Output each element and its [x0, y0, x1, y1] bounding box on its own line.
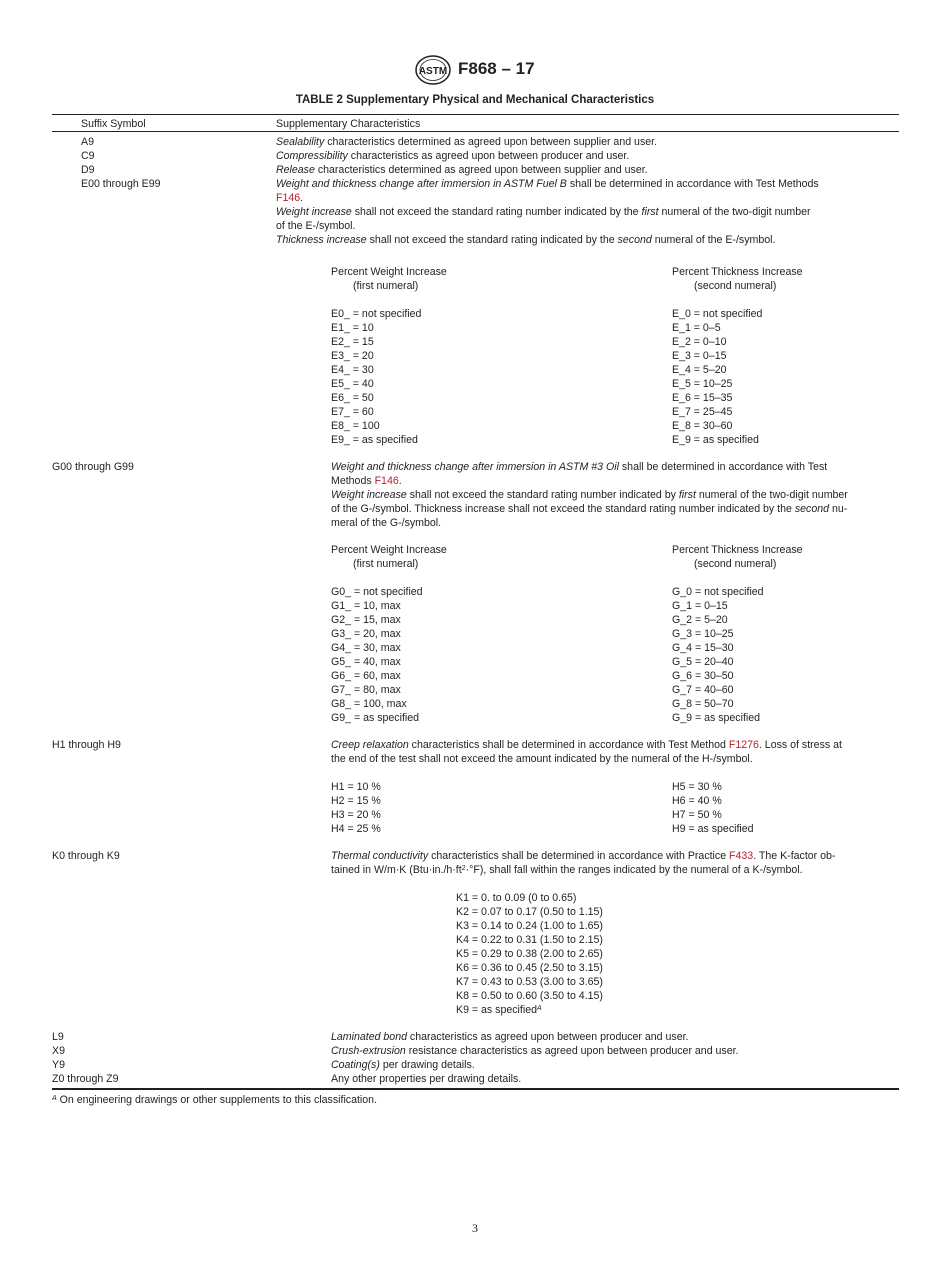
row-description-em: Compressibility: [276, 150, 348, 162]
row-description-text: resistance characteristics as agreed upon between producer and user.: [405, 1045, 739, 1057]
row-description-text: characteristics as agreed upon between producer and user.: [347, 150, 630, 162]
list-item: E4_ = 30: [331, 364, 374, 376]
list-item: K5 = 0.29 to 0.38 (2.00 to 2.65): [456, 948, 603, 960]
h-tail: . Loss of stress at: [758, 739, 842, 751]
g-symbol: G00 through G99: [52, 461, 134, 473]
list-item: H3 = 20 %: [331, 809, 381, 821]
list-item: E1_ = 10: [331, 322, 374, 334]
k9-footnote-mark: A: [536, 1005, 542, 1012]
row-description: [331, 1044, 739, 1058]
g-methods-text: Methods: [331, 475, 375, 487]
list-item: H1 = 10 %: [331, 781, 381, 793]
list-item: E_9 = as specified: [672, 434, 759, 446]
list-item: K6 = 0.36 to 0.45 (2.50 to 3.15): [456, 962, 603, 974]
list-item: H4 = 25 %: [331, 823, 381, 835]
list-item: G_7 = 40–60: [672, 684, 734, 696]
list-item: G0_ = not specified: [331, 586, 423, 598]
e-em: Weight and thickness change after immersion in ASTM Fuel B: [276, 178, 567, 190]
page-number: 3: [472, 1221, 478, 1235]
row-symbol: Z0 through Z9: [52, 1073, 119, 1085]
h-em: Creep relaxation: [331, 739, 409, 751]
g-ref-link[interactable]: F146: [374, 475, 399, 487]
list-item: K8 = 0.50 to 0.60 (3.50 to 4.15): [456, 990, 603, 1002]
k-tail: . The K-factor ob-: [753, 850, 836, 862]
row-description-em: Coating(s): [331, 1059, 380, 1071]
list-item: E5_ = 40: [331, 378, 374, 390]
list-item: K7 = 0.43 to 0.53 (3.00 to 3.65): [456, 976, 603, 988]
list-item: E_1 = 0–5: [672, 322, 721, 334]
h-text: characteristics shall be determined in accordance with Test Method: [408, 739, 729, 751]
h-symbol: H1 through H9: [52, 739, 121, 751]
g-thickness-text-a: of the G-/symbol. Thickness increase shall not exceed the standard rating number indicated by the: [331, 503, 795, 515]
h-description-line-2: the end of the test shall not exceed the amount indicated by the numeral of the H-/symbol.: [331, 753, 753, 765]
list-item: G5_ = 40, max: [331, 656, 401, 668]
k-description-line-2: [331, 863, 803, 877]
g-weight-em2: first: [678, 489, 696, 501]
k9-text: K9 = as specified: [456, 1004, 537, 1016]
list-item: E_5 = 10–25: [672, 378, 733, 390]
e-thickness-subheading: (second numeral): [694, 280, 777, 292]
list-item: G_4 = 15–30: [672, 642, 734, 654]
g-thickness-line: [331, 502, 847, 516]
row-description-em: Crush-extrusion: [331, 1045, 406, 1057]
standard-designation: F868 – 17: [458, 59, 535, 78]
list-item: H6 = 40 %: [672, 795, 722, 807]
list-item: G_0 = not specified: [672, 586, 764, 598]
footnote: [52, 1093, 377, 1107]
g-ref-line: [331, 474, 402, 488]
g-thickness-text-b: nu-: [829, 503, 848, 515]
list-item: E0_ = not specified: [331, 308, 422, 320]
column-header-characteristics: Supplementary Characteristics: [276, 118, 421, 130]
list-item: K2 = 0.07 to 0.17 (0.50 to 1.15): [456, 906, 603, 918]
row-description-em: Release: [276, 164, 315, 176]
e-thickness-em2: second: [617, 234, 652, 246]
e-thickness-line: [276, 233, 775, 247]
list-item: E_0 = not specified: [672, 308, 763, 320]
row-symbol: L9: [52, 1031, 64, 1043]
e-description-line: [276, 177, 819, 191]
e-text: shall be determined in accordance with Test Methods: [566, 178, 819, 190]
list-item: K3 = 0.14 to 0.24 (1.00 to 1.65): [456, 920, 603, 932]
list-item: E_3 = 0–15: [672, 350, 727, 362]
e-thickness-text-b: numeral of the E-/symbol.: [651, 234, 776, 246]
k-text: characteristics shall be determined in accordance with Practice: [428, 850, 730, 862]
row-description-text: characteristics as agreed upon between producer and user.: [406, 1031, 689, 1043]
list-item: E7_ = 60: [331, 406, 374, 418]
list-item: G3_ = 20, max: [331, 628, 401, 640]
footnote-text: On engineering drawings or other supplements to this classification.: [56, 1094, 378, 1106]
page-header: [0, 55, 950, 85]
list-item: E_7 = 25–45: [672, 406, 733, 418]
list-item: E_4 = 5–20: [672, 364, 727, 376]
list-item: E_8 = 30–60: [672, 420, 733, 432]
e-symbol: E00 through E99: [81, 178, 161, 190]
list-item: G4_ = 30, max: [331, 642, 401, 654]
list-item: E_6 = 15–35: [672, 392, 733, 404]
list-item: G_1 = 0–15: [672, 600, 728, 612]
e-weight-text-b: numeral of the two-digit number: [658, 206, 811, 218]
row-description: [331, 1058, 475, 1072]
h-description-line: [331, 738, 842, 752]
e-weight-text-a: shall not exceed the standard rating number indicated by the: [351, 206, 642, 218]
list-item: G_8 = 50–70: [672, 698, 734, 710]
row-description-text: per drawing details.: [379, 1059, 475, 1071]
list-item: G8_ = 100, max: [331, 698, 407, 710]
header-bottom-rule: [52, 131, 899, 132]
g-weight-line: [331, 488, 848, 502]
e-weight-em: Weight increase: [276, 206, 352, 218]
k-symbol: K0 through K9: [52, 850, 120, 862]
row-description: [276, 163, 648, 177]
k-line2-b: ·°F), shall fall within the ranges indicated by the numeral of a K-/symbol.: [465, 864, 803, 876]
k-em: Thermal conductivity: [331, 850, 429, 862]
list-item: G7_ = 80, max: [331, 684, 401, 696]
e-thickness-heading: Percent Thickness Increase: [672, 266, 803, 278]
list-item: H2 = 15 %: [331, 795, 381, 807]
list-item: G6_ = 60, max: [331, 670, 401, 682]
g-weight-text-b: numeral of the two-digit number: [695, 489, 848, 501]
e-weight-line: [276, 205, 811, 219]
list-item: H9 = as specified: [672, 823, 754, 835]
e-ref-line: [276, 191, 303, 205]
h-ref-link[interactable]: F1276: [728, 739, 759, 751]
footnote-mark: A: [52, 1095, 57, 1102]
g-thickness-line-cont: meral of the G-/symbol.: [331, 517, 442, 529]
row-description: [276, 135, 657, 149]
table-bottom-rule: [52, 1088, 899, 1090]
g-description-line: [331, 460, 827, 474]
list-item: G1_ = 10, max: [331, 600, 401, 612]
table-top-rule: [52, 114, 899, 115]
g-period: .: [398, 475, 402, 487]
g-thickness-em: second: [794, 503, 830, 515]
row-description-text: characteristics determined as agreed upon between supplier and user.: [314, 164, 648, 176]
row-description: [331, 1030, 688, 1044]
g-weight-subheading: (first numeral): [353, 558, 419, 570]
row-description: [276, 149, 629, 163]
list-item: E2_ = 15: [331, 336, 374, 348]
e-period: .: [300, 192, 304, 204]
list-item: E3_ = 20: [331, 350, 374, 362]
list-item: E8_ = 100: [331, 420, 380, 432]
table-title: TABLE 2 Supplementary Physical and Mechanical Characteristics: [295, 94, 655, 106]
list-item: G_3 = 10–25: [672, 628, 734, 640]
list-item: G9_ = as specified: [331, 712, 420, 724]
list-item: G_9 = as specified: [672, 712, 761, 724]
list-item: G2_ = 15, max: [331, 614, 401, 626]
e-ref-link[interactable]: F146: [276, 192, 301, 204]
e-weight-subheading: (first numeral): [353, 280, 419, 292]
list-item: G_5 = 20–40: [672, 656, 734, 668]
e-weight-heading: Percent Weight Increase: [331, 266, 447, 278]
row-description: [331, 1072, 521, 1086]
k-line2-a: tained in W/m·K (Btu·in./h·ft: [331, 864, 462, 876]
g-weight-text-a: shall not exceed the standard rating number indicated by: [406, 489, 679, 501]
column-header-suffix: Suffix Symbol: [81, 118, 146, 130]
list-item: H7 = 50 %: [672, 809, 722, 821]
list-item: G_2 = 5–20: [672, 614, 728, 626]
e-weight-line-cont: of the E-/symbol.: [276, 220, 356, 232]
row-description-text: Any other properties per drawing details.: [331, 1073, 522, 1085]
list-item: E9_ = as specified: [331, 434, 418, 446]
row-description-em: Sealability: [276, 136, 325, 148]
k-description-line: [331, 849, 835, 863]
row-description-em: Laminated bond: [331, 1031, 407, 1043]
list-item: K4 = 0.22 to 0.31 (1.50 to 2.15): [456, 934, 603, 946]
list-item: K1 = 0. to 0.09 (0 to 0.65): [456, 892, 577, 904]
list-item: G_6 = 30–50: [672, 670, 734, 682]
g-weight-heading: Percent Weight Increase: [331, 544, 447, 556]
k-line2-sup: 2: [461, 865, 466, 872]
row-description-text: characteristics determined as agreed upon between supplier and user.: [324, 136, 658, 148]
row-symbol: Y9: [52, 1059, 65, 1071]
k-ref-link[interactable]: F433: [729, 850, 754, 862]
e-weight-em2: first: [641, 206, 659, 218]
row-symbol: C9: [81, 150, 95, 162]
row-symbol: D9: [81, 164, 95, 176]
g-thickness-heading: Percent Thickness Increase: [672, 544, 803, 556]
svg-text:ASTM: ASTM: [418, 66, 448, 77]
k-last-value: [456, 1003, 542, 1017]
g-thickness-subheading: (second numeral): [694, 558, 777, 570]
astm-logo-icon: [414, 55, 452, 85]
g-em: Weight and thickness change after immersion in ASTM #3 Oil: [331, 461, 619, 473]
e-thickness-text-a: shall not exceed the standard rating indicated by the: [366, 234, 618, 246]
row-symbol: X9: [52, 1045, 65, 1057]
list-item: E_2 = 0–10: [672, 336, 727, 348]
row-symbol: A9: [81, 136, 94, 148]
list-item: E6_ = 50: [331, 392, 374, 404]
list-item: H5 = 30 %: [672, 781, 722, 793]
g-text: shall be determined in accordance with Test: [618, 461, 828, 473]
g-weight-em: Weight increase: [331, 489, 407, 501]
e-thickness-em: Thickness increase: [276, 234, 367, 246]
